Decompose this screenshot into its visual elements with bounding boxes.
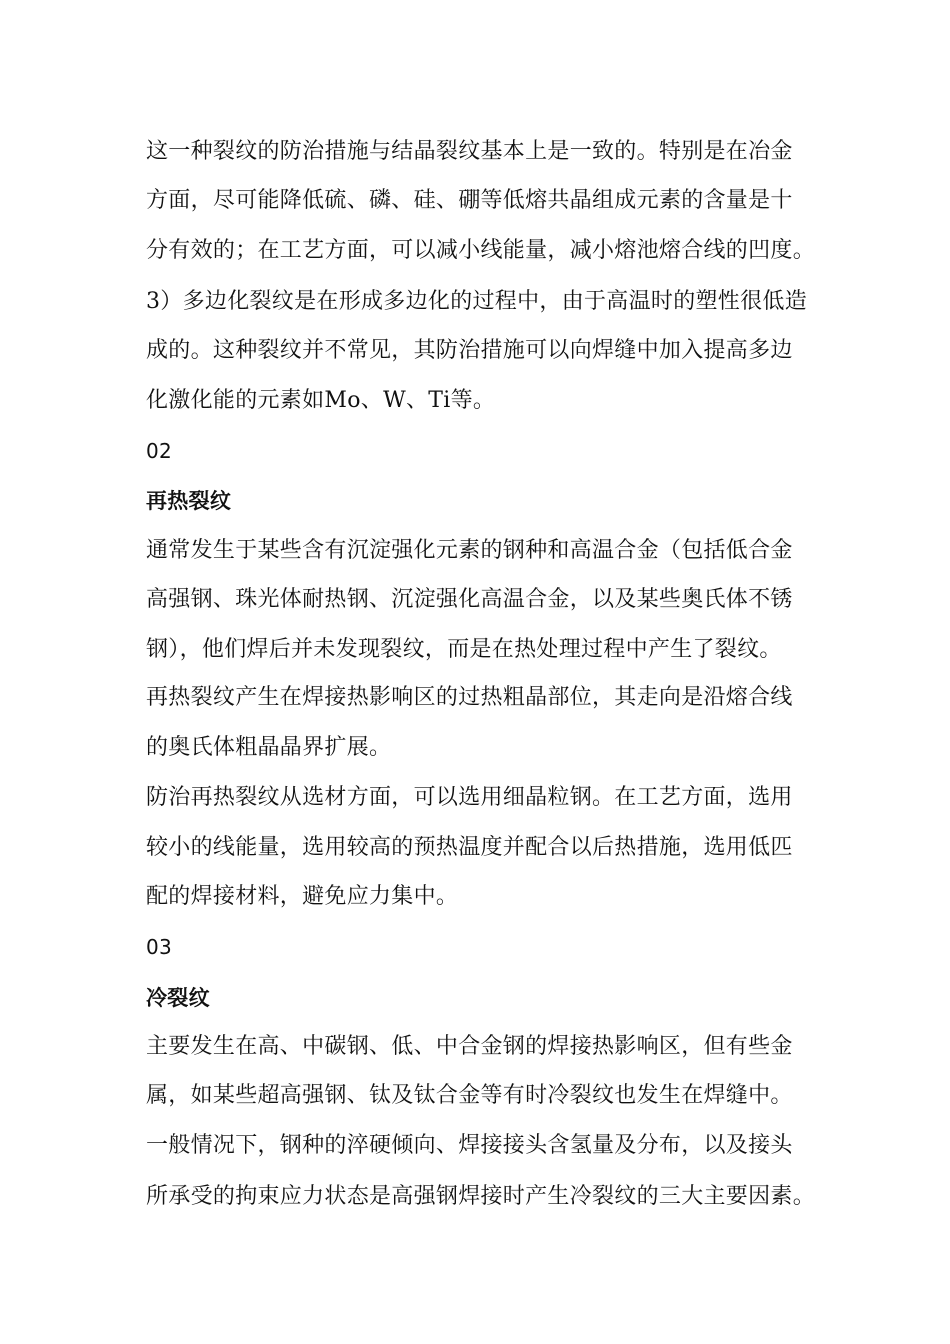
paragraph-line: 主要发生在高、中碳钢、低、中合金钢的焊接热影响区，但有些金 (146, 1034, 793, 1059)
paragraph-line: 方面，尽可能降低硫、磷、硅、硼等低熔共晶组成元素的含量是十 (146, 188, 793, 213)
paragraph-line: 化激化能的元素如Mo、W、Ti等。 (146, 388, 496, 413)
section-title: 再热裂纹 (146, 489, 232, 513)
paragraph-line: 通常发生于某些含有沉淀强化元素的钢种和高温合金（包括低合金 (146, 538, 793, 563)
paragraph-line: 配的焊接材料，避免应力集中。 (146, 884, 459, 909)
section-number: 02 (146, 439, 173, 463)
paragraph-line: 分有效的；在工艺方面，可以减小线能量，减小熔池熔合线的凹度。 (146, 238, 816, 263)
paragraph-line: 钢），他们焊后并未发现裂纹，而是在热处理过程中产生了裂纹。 (146, 637, 782, 662)
paragraph-line: 较小的线能量，选用较高的预热温度并配合以后热措施，选用低匹 (146, 835, 793, 860)
paragraph-line: 高强钢、珠光体耐热钢、沉淀强化高温合金，以及某些奥氏体不锈 (146, 587, 793, 612)
paragraph-line: 3）多边化裂纹是在形成多边化的过程中，由于高温时的塑性很低造 (146, 289, 807, 314)
paragraph-line: 这一种裂纹的防治措施与结晶裂纹基本上是一致的。特别是在冶金 (146, 139, 793, 164)
paragraph-line: 再热裂纹产生在焊接热影响区的过热粗晶部位，其走向是沿熔合线 (146, 685, 793, 710)
paragraph-line: 防治再热裂纹从选材方面，可以选用细晶粒钢。在工艺方面，选用 (146, 785, 793, 810)
paragraph-line: 的奥氏体粗晶晶界扩展。 (146, 735, 392, 760)
paragraph-line: 一般情况下，钢种的淬硬倾向、焊接接头含氢量及分布，以及接头 (146, 1133, 793, 1158)
section-title: 冷裂纹 (146, 986, 210, 1010)
paragraph-line: 属，如某些超高强钢、钛及钛合金等有时冷裂纹也发生在焊缝中。 (146, 1083, 793, 1108)
section-number: 03 (146, 935, 173, 959)
paragraph-line: 成的。这种裂纹并不常见，其防治措施可以向焊缝中加入提高多边 (146, 338, 793, 363)
paragraph-line: 所承受的拘束应力状态是高强钢焊接时产生冷裂纹的三大主要因素。 (146, 1184, 816, 1209)
